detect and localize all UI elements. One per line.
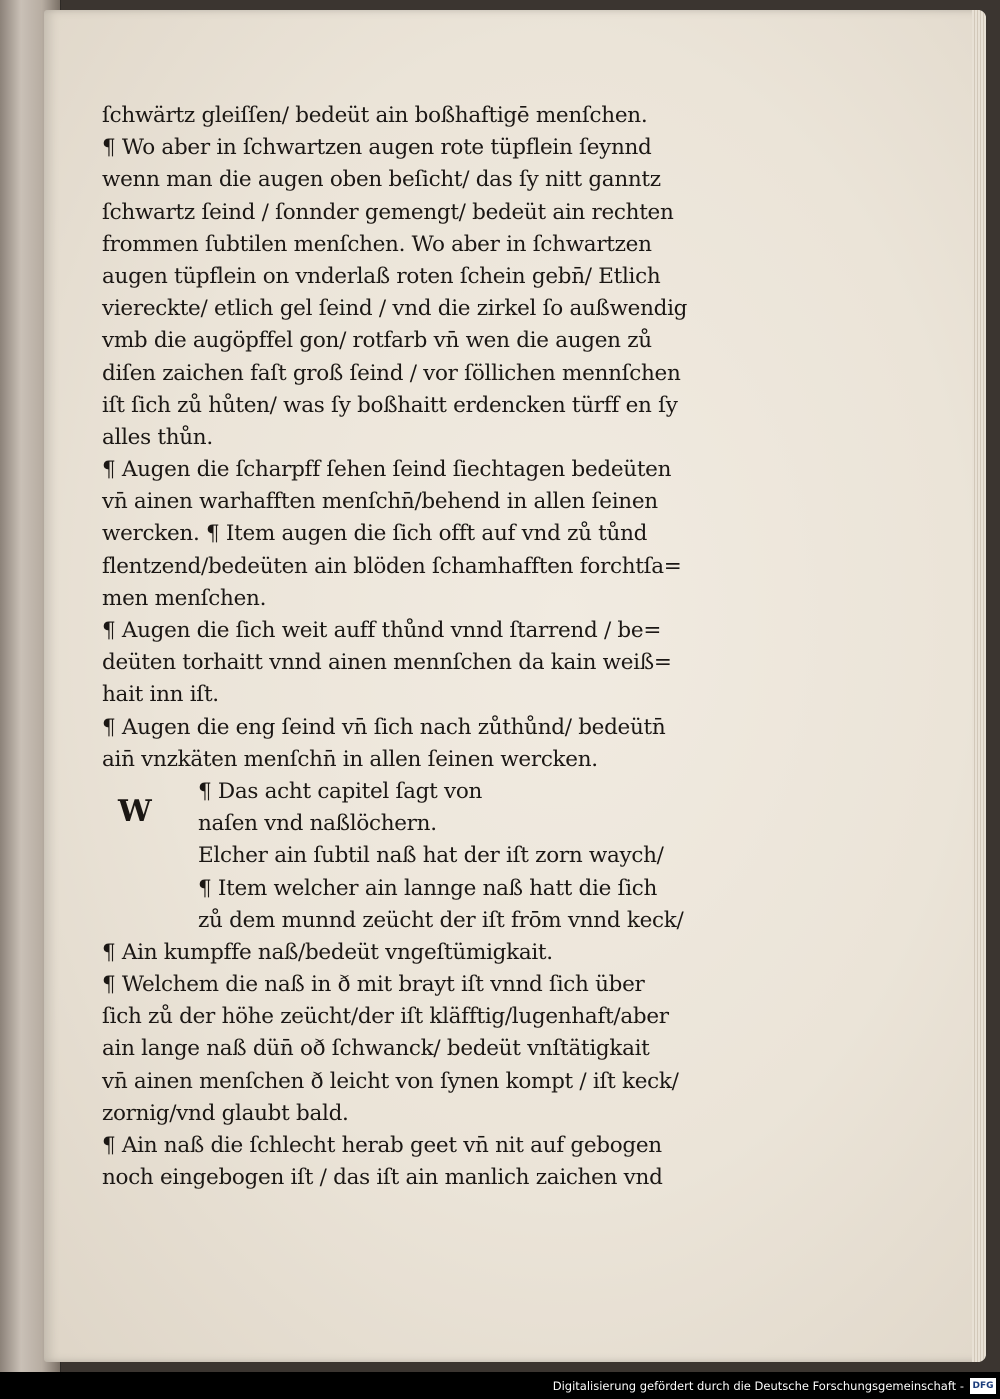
text-line: ¶ Wo aber in ſchwartzen augen rote tüpflein ſeynnd (102, 135, 652, 161)
text-line: iſt ſich zů hůten/ was ſy boßhaitt erdencken türff en ſy (102, 392, 678, 418)
text-line: wenn man die augen oben beſicht/ das ſy nitt ganntz (102, 167, 661, 193)
footer-bar (0, 1372, 1000, 1399)
text-line: ſchwartz ſeind / ſonnder gemengt/ bedeüt ain rechten (102, 199, 674, 225)
text-line: ſich zů der höhe zeücht/der iſt kläfftig/lugenhaft/aber (102, 1004, 669, 1030)
text-line: viereckte/ etlich gel ſeind / vnd die zirkel ſo außwendig (102, 296, 688, 322)
text-line: men menſchen. (102, 585, 267, 611)
text-line: diſen zaichen faſt groß ſeind / vor ſöllichen mennſchen (102, 360, 681, 386)
text-line: ¶ Augen die ſcharpff ſehen ſeind ſiechtagen bedeüten (102, 457, 672, 483)
text-line: flentzend/bedeüten ain blöden ſchamhafften forchtſa= (102, 553, 682, 579)
text-line: frommen ſubtilen menſchen. Wo aber in ſchwartzen (102, 231, 652, 257)
text-line: ¶ Ain naß die ſchlecht herab geet vn̄ nit auf gebogen (102, 1133, 662, 1158)
dfg-logo: DFG (970, 1378, 996, 1394)
text-line: ¶ Augen die eng ſeind vn̄ ſich nach zůthůnd/ bedeütn̄ (102, 714, 666, 740)
text-line: augen tüpflein on vnderlaß roten ſchein gebn̄/ Etlich (102, 263, 661, 289)
text-line: wercken. ¶ Item augen die ſich offt auf vnd zů tůnd (102, 521, 648, 547)
text-line: noch eingebogen iſt / das iſt ain manlich zaichen vnd (102, 1165, 663, 1191)
text-line: alles thůn. (102, 424, 213, 450)
page-edge (972, 10, 986, 1362)
text-line: vn̄ ainen menſchen ð leicht von ſynen kompt / iſt keck/ (102, 1068, 679, 1094)
text-line: ¶ Augen die ſich weit auff thůnd vnnd ſtarrend / be= (102, 618, 662, 643)
text-line: deüten torhaitt vnnd ainen mennſchen da kain weiß= (102, 650, 672, 676)
text-line: zornig/vnd glaubt bald. (102, 1100, 349, 1126)
text-line: ain̄ vnzkäten menſchn̄ in allen ſeinen wercken. (102, 746, 598, 772)
text-line: ſchwärtz gleiſſen/ bedeüt ain boßhaftigē menſchen. (102, 103, 648, 128)
text-line: zů dem munnd zeücht der iſt frōm vnnd keck/ (198, 907, 684, 933)
text-line: ¶ Item welcher ain lannge naß hatt die ſich (198, 875, 658, 901)
text-line: vn̄ ainen warhafften menſchn̄/behend in allen ſeinen (102, 489, 658, 515)
footer-credit: Digitalisierung gefördert durch die Deutsche Forschungsgemeinschaft - (552, 1379, 964, 1393)
text-line: Elcher ain ſubtil naß hat der iſt zorn waych/ (198, 843, 664, 869)
chapter-heading-line: ¶ Das acht capitel ſagt von (198, 778, 483, 804)
chapter-heading-line: naſen vnd naßlöchern. (198, 811, 437, 837)
drop-initial: W (118, 794, 152, 829)
page-text (102, 100, 782, 1194)
text-line: ¶ Ain kumpffe naß/bedeüt vngeſtümigkait. (102, 939, 553, 965)
text-line: vmb die augöpffel gon/ rotfarb vn̄ wen die augen zů (102, 328, 652, 354)
text-line: hait inn iſt. (102, 682, 219, 708)
text-line: ¶ Welchem die naß in ð mit brayt iſt vnnd ſich über (102, 972, 645, 998)
text-line: ain lange naß dün̄ oð ſchwanck/ bedeüt vnſtätigkait (102, 1036, 650, 1062)
